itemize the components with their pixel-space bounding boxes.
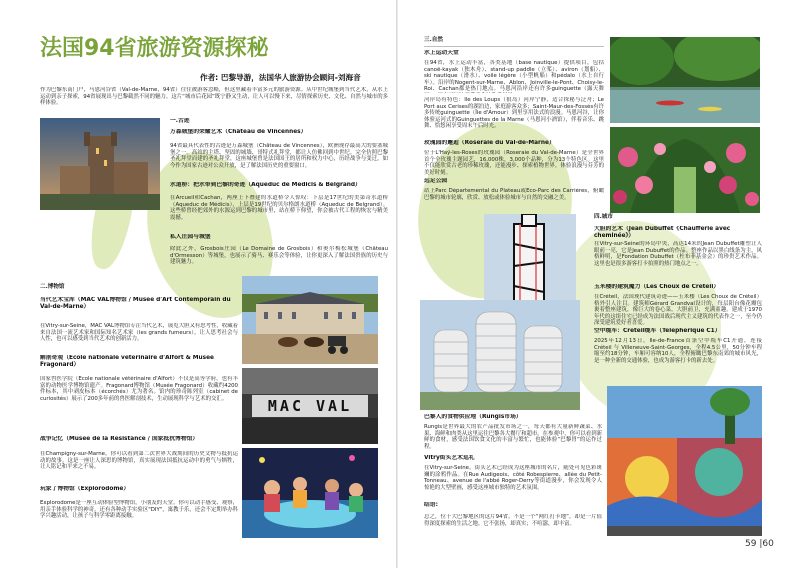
explorodome-body: Explorodome是一座互动体验型博物馆，小朋友的天堂。你可以动手感受、观察，用亲手体验科学的神奇。还有各种动手实验区"DIY"，寓教于乐，还会不定期举办科学兴趣活动，让孩子与科学零距离接触。: [40, 500, 238, 520]
vincennes-castle-photo: [40, 118, 160, 210]
page-gutter: [396, 0, 398, 568]
children-museum-photo: [242, 448, 378, 538]
chateau-horses-photo: [242, 276, 378, 364]
vitry-street-art-body: 在Vitry-sur-Seine，街头艺术已经成为这座城市的名片，随处可见色彩斑斓的涂鸦作品。在Rue Audigeois、côté Robespierre、allée du Petit-Tonneau、avenue de l'abbé Roger-Derry等街道漫步，你会发现令人惊艳的大型壁画，感受这座城市独特的艺术氛围。: [424, 465, 602, 491]
intro-paragraph: 作为巴黎东南门户，马恩河谷省（Val-de-Marne，94省）往往被游客忽略，但这里藏着丰富多元的旅游资源。从中世纪城堡到当代艺术，从水上运动到亲子探索，94省展现出与巴黎截然不同的魅力。这片“城市后花园”既宁静又生动，让人可以慢下来，尽情探索历史、文化、自然与城市的多样体验。: [40, 87, 388, 107]
rose-garden-title: 玫瑰园的邂逅（Roseraie du Val-de-Marne）: [424, 140, 555, 146]
estate-title: 私人庄园与城堡: [170, 234, 211, 240]
choux-creteil-title: 玉米楼的建筑魔力（Les Choux de Créteil）: [594, 284, 720, 290]
cable-car-body: 2025年12月13日，Île-de-France首条空中缆车C1开通，连接Créteil 与 Villeneuve-Saint-Georges，全程4.5公里，50分钟车程缩至约18分钟，车厢可容纳10人，全程俯瞰巴黎东南郊的城市风光，是一种全新的交通体验，也成为游客打卡的新去处。: [594, 338, 762, 364]
rungis-body: Rungis是世界最大的农产品批发市场之一，每天都有大量新鲜蔬菜、水果、海鲜和肉类从这里运往巴黎各大餐厅和超市。在参观中，你可以看到新鲜的食材，感受法国饮食文化的丰富与繁忙，也能体验“巴黎胃”的运作过程。: [424, 424, 602, 450]
choux-creteil-body: 在Créteil，法国现代建筑奇迹——玉米楼（Les Choux de Créteil）格外引人注目。建筑师Gérard Grandval设计的，每层阳台像花瓣包裹着整座建筑，像巨大的卷心菜，大胆前卫，充满童趣。建成于1970年代的这组住宅已经成为法国战后现代主义建筑的代表作之一，至今仍深受建筑爱好者喜爱。: [594, 294, 762, 327]
river-islands-body: 河岸岛有特色：Île des Loups（狼岛）河岸宁静，适合探秘与泛舟；Le Port aux Cerises的湖泊边，家庭游客众多；Saint-Maur-des-Fossés有许多传统guinguette（Île d'Amour）到里享用法式的浪漫。马恩河谷，让你体验运河式的Guinguettes de la Marne（马恩河小酒馆），伴着音乐、跳舞、恰悠闲享受周末午后时光。: [424, 97, 604, 130]
section-rule: [424, 46, 604, 47]
vincennes-heading: 一.古迹: [170, 118, 190, 124]
park-body: 站上Parc Départemental du Plateau或Éco-Parc des Carrières，俯瞰巴黎的城市轮廓，欣赏、放松或体验城市与自然的交融之美。: [424, 188, 604, 201]
macval-body: 在Vitry-sur-Seine，MAC VAL博物馆专注当代艺术，展览大胆又有思考性，收藏着来自法国一流艺术家和国际知名艺术家（les grands fumeurs），让人思考社会与人性，也可以感受到当代艺术的创新活力。: [40, 323, 238, 343]
mac-val-sign: MAC VAL: [267, 397, 353, 415]
page-numbers: 59 |60: [745, 539, 774, 549]
closing-title: 结语:: [424, 502, 438, 508]
estate-body: 除此之外，Grosbois庄园（Le Domaine de Grosbois）和奥尔梅松城堡（Château d'Ormesson）等城堡，也展示了骑马、赛乐会等体验，让你更深入了解法国贵族的历史与建筑魅力。: [170, 246, 388, 266]
mac-val-photo: [242, 368, 378, 444]
museums-heading: 二.博物馆: [40, 284, 65, 290]
vitry-street-art-title: Vitry街头艺术巡礼: [424, 455, 475, 461]
war-museum-body: 在Champigny-sur-Marne，你可以看到第二次世界大战期间的历史文物与抵抗运动的故事。这是一座让人深思的博物馆，真实展现法国抵抗运动中的勇气与牺牲，让人铭记和平来之不易。: [40, 451, 238, 471]
cable-car-title: 空中缆车：Créteil缆车（Téléphérique C1）: [594, 328, 721, 334]
city-heading: 四.城市: [594, 214, 613, 220]
aqueduct-title: 水道桥：把水带到巴黎的奇迹（Aqueduc de Médicis & Belgrand）: [170, 182, 361, 188]
closing-body: 总之，位于大巴黎地区的这片94省，不是一个“网红打卡地”，却是一片值得深度探索的生活之地。它不张扬，却真实；不喧嚣，却丰富。: [424, 514, 602, 527]
vincennes-title: 万森城堡的荣耀艺术（Château de Vincennes）: [170, 129, 307, 135]
aqueduct-body: 在Arcueil和Cachan，两座上下叠建的水道桥令人惊叹：下层是17世纪的美第奇水道桥（Aqueduc de Médicis），上层是19世纪的贝尔格朗水道桥（Aqueduc de Belgrand）。这些桥曾经把郊外的水源运到巴黎的城市里，站在桥下仰望，你会被古代工程的恢宏与精美震撼。: [170, 195, 388, 221]
rose-garden-photo: [610, 127, 760, 213]
vitry-street-art-photo: [607, 386, 762, 536]
water-sports-title: 水上运动天堂: [424, 50, 459, 56]
water-sports-body: 在94省，水上运动丰富，各类基地（base nautique）提供项目，包括canoë-kayak（独木舟）、stand-up paddle（立桨）、aviron（划船）、ski nautique（滑水）、voile légère（小型帆船）和pédalo（水上自行车）。沿岸的Nogent-sur-Marne、Ablon、Joinville-le-Pont、Choisy-le-Roi、Cachan都是热门地点。马恩河沿岸还有许多guinguette（露天舞: [424, 60, 604, 93]
rungis-title: 巴黎人的食物供应地（Rungis市场）: [424, 414, 522, 420]
dubuffet-title: 大胆的艺术（Jean Dubuffet《Chaufferie avec cheminée》）: [594, 226, 731, 239]
page-title: 法国94省旅游资源探秘: [40, 36, 269, 61]
macval-title: 当代艺术宝库（MAC VAL博物馆 / Musée d'Art Contemporain du Val-de-Marne）: [40, 297, 231, 310]
dubuffet-body: 在Vitry-sur-Seine的环岛中央，高达14米的Jean Dubuffet雕塑让人眼前一亮，它是Jean Dubuffet的作品。整座作品以黑白线条为主，风格鲜明，是Fondation Dubuffet（杜布菲基金会）的珍贵艺术作品。这里也是很多游客打卡拍照的热门地点之一。: [594, 241, 762, 267]
vet-title: 解剖奇观（École nationale vétérinaire d'Alfort & Musée Fragonard）: [40, 355, 214, 368]
nature-heading: 三.自然: [424, 37, 443, 43]
rose-garden-body: 位于L'Haÿ-les-Roses的玫瑰园（Roseraie du Val-de-Marne）是全世界首个全玫瑰主题园艺，16,000株，3,000个品种，分为13个特色区。这里不仅能欣赏古老的珍稀玫瑰，还能漫步、探索植物世界，体验浪漫与芬芳的美好时刻。: [424, 150, 604, 176]
explorodome-title: 玩家了博物馆（Explorodome）: [40, 486, 130, 492]
war-museum-title: 战争记忆（Musée de la Résistance / 国家抵抗博物馆）: [40, 436, 199, 442]
author-byline: 作者: 巴黎导游，法国华人旅游协会顾问-刘海音: [200, 73, 361, 82]
vet-body: 国家兽医学院（École nationale vétérinaire d'Alfort）不仅是高等学府，也有丰富的动物医学博物馆遗产。Fragonard博物馆（Musée Fragonard）收藏约4200件标本，其中剥皮标本（écorchés）尤为著名。馆内的珍奇陈列室（cabinet de curiosités）展示了200多年前的兽医解剖技术，生动展现科学与艺术的交汇。: [40, 376, 238, 402]
river-kayak-photo: [610, 37, 760, 123]
choux-creteil-photo: [420, 300, 580, 410]
park-title: 远足公园: [424, 178, 448, 184]
vincennes-body: 94省最具代表性的古迹是万森城堡（Château de Vincennes），欧洲现存最高大的要塞城堡之一。高耸的主塔、坚固的城墙、哥特式礼拜堂，都让人仿佛回到中世纪。完全仿照巴黎圣礼拜堂而建的圣礼拜堂，这座城堡曾是法国国王的居所和权力中心，历经战争与变迁，如今作为国家古迹对公众开放，是了解法国历史的重要窗口。: [170, 143, 388, 169]
